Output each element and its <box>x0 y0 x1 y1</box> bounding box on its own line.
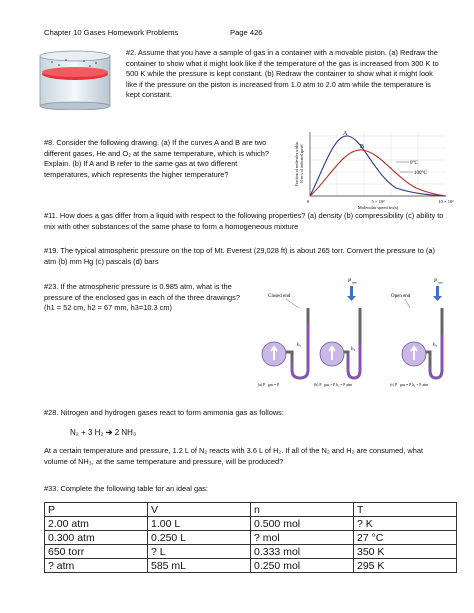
equation-right: 2 NH₃ <box>114 428 137 437</box>
table-cell: 0.250 mol <box>251 559 354 573</box>
table-row <box>45 559 457 573</box>
table-row <box>45 531 457 545</box>
table-cell: 2.00 atm <box>45 517 148 531</box>
question-28: #28. Nitrogen and hydrogen gases react to form ammonia gas as follows: <box>44 408 284 417</box>
x-axis-label: Molecular speed (m/s) <box>357 205 399 210</box>
table-cell: 0.250 L <box>148 531 251 545</box>
question-28-text: At a certain temperature and pressure, 1.2 L of N₂ reacts with 3.6 L of H₂. If all of the N₂ and H₂ are consumed, what volume of NH₃, at the same temperature and pressure, will be produced? <box>44 446 424 466</box>
x-tick-0: 0 <box>306 199 310 204</box>
equation-left: N₂ + 3 H₂ <box>70 428 104 437</box>
x-tick-end: 10 × 10² <box>438 199 454 204</box>
closed-end-label: Closed end <box>268 294 291 299</box>
table-cell: 295 K <box>354 559 457 573</box>
caption-c-rest: gas = P h₃ + P atm <box>400 383 428 387</box>
question-8: #8. Consider the following drawing. (a) If the curves A and B are two different gases, He and O₂ at the same temperature, which is which? Explain. (b) If A and B refer to the same gas at two different temperatures, which represents the higher temperature? <box>44 138 269 179</box>
caption-a-rest: gas = P <box>268 383 280 387</box>
y-axis-label-line1: Fraction of molecules within <box>295 142 299 186</box>
arrow-down-icon <box>433 286 442 301</box>
patm-label-b: P <box>348 279 352 284</box>
caption-b: (b) P <box>314 383 322 387</box>
speed-distribution-graph <box>276 128 466 210</box>
reaction-equation <box>70 428 136 439</box>
table-cell: 650 torr <box>45 545 148 559</box>
table-cell: 0.333 mol <box>251 545 354 559</box>
table-header-cell: n <box>251 503 354 517</box>
x-tick-mid: 5 × 10² <box>371 199 385 204</box>
manometer-drawings <box>252 274 466 390</box>
piston-container-illustration <box>26 48 126 110</box>
manometer-c <box>402 308 442 378</box>
temp-label-low: 0°C <box>410 161 418 166</box>
table-cell: 585 mL <box>148 559 251 573</box>
patm-sub-c: atm <box>438 280 443 285</box>
patm-label-c: P <box>434 279 438 284</box>
ideal-gas-table <box>44 502 457 573</box>
caption-a: (a) P <box>258 383 266 387</box>
table-header-cell: P <box>45 503 148 517</box>
question-2: #2. Assume that you have a sample of gas in a container with a movable piston. (a) Redraw the container to show what it might look like if the temperature of the gas is increased from 300 K to 500 K while the pressure is kept constant. (b) Redraw the container to show what it might look like if the pressure on the piston is increased from 1.0 atm to 2.0 atm while the temperature is kept constant. <box>126 48 439 100</box>
table-cell: ? L <box>148 545 251 559</box>
question-19: #19. The typical atmospheric pressure on the top of Mt. Everest (29,028 ft) is about 265 torr. Convert the pressure to (a) atm (b) mm Hg (c) pascals (d) bars <box>44 246 435 266</box>
question-33: #33. Complete the following table for an ideal gas: <box>44 484 208 493</box>
patm-sub-b: atm <box>352 280 357 285</box>
table-row <box>45 517 457 531</box>
table-cell: 27 °C <box>354 531 457 545</box>
open-end-label: Open end <box>391 294 411 299</box>
h1-label: h₁ <box>297 343 302 348</box>
table-cell: 0.500 mol <box>251 517 354 531</box>
manometer-b <box>320 308 360 378</box>
doc-header-page: Page 426 <box>230 28 263 37</box>
temp-label-high: 100°C <box>414 171 427 176</box>
arrow-down-icon <box>347 286 356 301</box>
h2-label: h₂ <box>351 347 356 352</box>
h3-label: h₃ <box>433 343 438 348</box>
y-axis-label-line2: 10 m/s of indicated speed <box>300 144 304 184</box>
table-cell: 0.300 atm <box>45 531 148 545</box>
table-cell: 350 K <box>354 545 457 559</box>
question-11: #11. How does a gas differ from a liquid with respect to the following properties? (a) density (b) compressibility (c) ability to mix with other substances of the same phase to form a homogeneous mixture <box>44 211 444 231</box>
curve-label-b: B <box>360 144 365 150</box>
table-row <box>45 545 457 559</box>
curve-label-a: A <box>343 131 348 137</box>
table-header-row <box>45 503 457 517</box>
piston-top <box>40 51 110 61</box>
question-23: #23. If the atmospheric pressure is 0.985 atm, what is the pressure of the enclosed gas in each of the three drawings? (h1 = 52 cm, h2 = 67 mm, h3=10.3 cm) <box>44 282 240 313</box>
curve-a <box>310 136 446 196</box>
doc-header-title: Chapter 10 Gases Homework Problems <box>44 28 179 37</box>
table-cell: ? K <box>354 517 457 531</box>
table-cell: 1.00 L <box>148 517 251 531</box>
table-cell: ? atm <box>45 559 148 573</box>
table-cell: ? mol <box>251 531 354 545</box>
manometer-a <box>262 308 308 378</box>
arrow-right-icon: ➔ <box>105 428 113 437</box>
table-header-cell: T <box>354 503 457 517</box>
table-header-cell: V <box>148 503 251 517</box>
caption-b-rest: gas + P h₂ = P atm <box>324 383 352 387</box>
caption-c: (c) P <box>390 383 398 387</box>
